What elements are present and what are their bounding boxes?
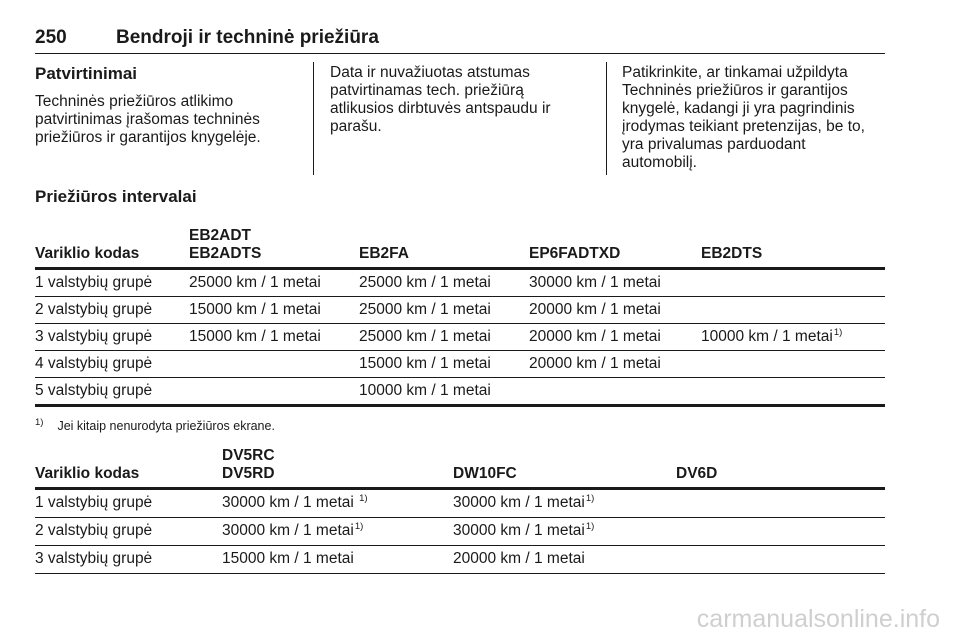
header-eb2fa: EB2FA	[359, 245, 409, 262]
table-cell-value: 10000 km / 1 metai	[701, 328, 833, 345]
table-cell: 30000 km / 1 metai	[529, 274, 661, 291]
table-cell	[222, 522, 363, 540]
confirmations-paragraph-3: Patikrinkite, ar tinkamai užpildyta Techninės priežiūros ir garantijos knygelė, kadangi ji yra pagrindinis įrodymas teikiant pretenzijas, be to, yra privalumas parduodant automobilį.	[622, 64, 865, 171]
confirmations-paragraph-1: Techninės priežiūros atlikimo patvirtinimas įrašomas techninės priežiūros ir garantijos knygelėje.	[35, 93, 261, 146]
table-row	[35, 490, 885, 518]
table-cell	[453, 522, 594, 540]
table-cell: 10000 km / 1 metai	[359, 382, 491, 399]
table-cell-value: 30000 km / 1 metai	[222, 494, 359, 511]
header-dv6d: DV6D	[676, 465, 718, 482]
table-row	[35, 297, 885, 324]
footnote-ref: 1)	[833, 327, 843, 338]
table-cell: 20000 km / 1 metai	[529, 301, 661, 318]
table-row	[35, 351, 885, 378]
table-cell: 3 valstybių grupė	[35, 328, 153, 345]
header-ep6fadtxd: EP6FADTXD	[529, 245, 621, 262]
table-cell: 1 valstybių grupė	[35, 274, 153, 291]
column-divider	[606, 62, 607, 175]
header-dv5rc	[222, 447, 275, 483]
table-header	[35, 443, 885, 490]
table-cell: 20000 km / 1 metai	[453, 550, 585, 567]
table-cell: 25000 km / 1 metai	[359, 274, 491, 291]
footnote-text: Jei kitaip nenurodyta priežiūros ekrane.	[57, 419, 275, 433]
table-header	[35, 223, 885, 270]
table-cell-value: 30000 km / 1 metai	[222, 522, 354, 539]
table-cell: 25000 km / 1 metai	[189, 274, 321, 291]
page-number: 250	[35, 27, 67, 48]
watermark: carmanualsonline.info	[696, 605, 940, 633]
table-cell: 5 valstybių grupė	[35, 382, 153, 399]
header-engine-code: Variklio kodas	[35, 465, 140, 482]
confirmations-paragraph-2: Data ir nuvažiuotas atstumas patvirtinamas tech. priežiūrą atlikusios dirbtuvės antspaudu ir parašu.	[330, 64, 551, 135]
page-title: Bendroji ir techninė priežiūra	[116, 27, 379, 48]
table-cell	[453, 494, 594, 512]
confirmations-column-2	[330, 64, 595, 136]
table-cell: 25000 km / 1 metai	[359, 328, 491, 345]
table-row	[35, 518, 885, 546]
footnote-ref: 1)	[585, 521, 595, 532]
table-cell	[222, 494, 368, 512]
footnote-ref: 1)	[585, 493, 595, 504]
confirmations-column-1	[35, 64, 305, 147]
table-cell: 4 valstybių grupė	[35, 355, 153, 372]
footnote	[35, 417, 275, 433]
table-row	[35, 546, 885, 574]
table-cell: 15000 km / 1 metai	[189, 301, 321, 318]
footnote-ref: 1)	[359, 493, 368, 504]
footnote-ref: 1)	[354, 521, 364, 532]
table-cell: 15000 km / 1 metai	[189, 328, 321, 345]
confirmations-column-3	[622, 64, 887, 172]
header-eb2adt-line1: EB2ADT	[189, 227, 252, 244]
table-row	[35, 324, 885, 351]
table-cell: 3 valstybių grupė	[35, 550, 153, 567]
confirmations-heading: Patvirtinimai	[35, 64, 138, 83]
table-row	[35, 270, 885, 297]
table-cell-value: 30000 km / 1 metai	[453, 522, 585, 539]
header-eb2adt	[189, 227, 261, 263]
intervals-table-1	[35, 223, 885, 407]
header-eb2adt-line2: EB2ADTS	[189, 245, 262, 262]
table-cell: 20000 km / 1 metai	[529, 328, 661, 345]
footnote-mark: 1)	[35, 417, 44, 428]
table-cell: 25000 km / 1 metai	[359, 301, 491, 318]
table-cell: 20000 km / 1 metai	[529, 355, 661, 372]
table-cell: 2 valstybių grupė	[35, 522, 153, 539]
table-cell: 15000 km / 1 metai	[359, 355, 491, 372]
column-divider	[313, 62, 314, 175]
page-header	[35, 27, 885, 54]
table-cell: 15000 km / 1 metai	[222, 550, 354, 567]
table-cell: 2 valstybių grupė	[35, 301, 153, 318]
header-engine-code: Variklio kodas	[35, 245, 140, 262]
table-cell: 1 valstybių grupė	[35, 494, 153, 511]
header-dv5rc-line2: DV5RD	[222, 465, 275, 482]
intervals-table-2	[35, 443, 885, 574]
intervals-title: Priežiūros intervalai	[35, 187, 197, 206]
table-cell	[701, 328, 842, 346]
table-cell-value: 30000 km / 1 metai	[453, 494, 585, 511]
header-eb2dts: EB2DTS	[701, 245, 763, 262]
table-row	[35, 378, 885, 407]
header-dw10fc: DW10FC	[453, 465, 517, 482]
header-dv5rc-line1: DV5RC	[222, 447, 275, 464]
